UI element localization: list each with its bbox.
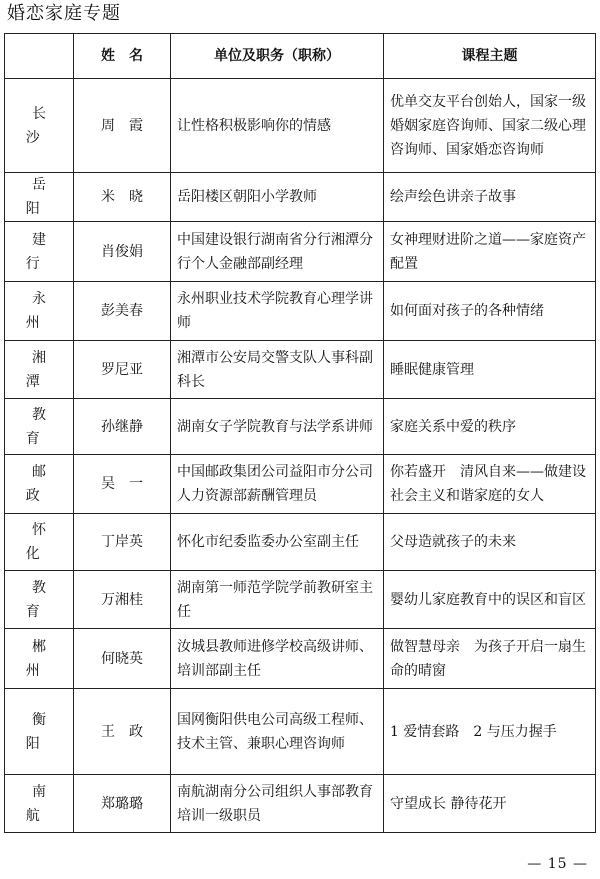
unit-cell: 湘潭市公安局交警支队人事科副科长 — [171, 341, 384, 399]
course-table — [4, 33, 596, 833]
topic-cell: 做智慧母亲 为孩子开启一扇生命的晴窗 — [384, 629, 596, 689]
region-cell: 永 州 — [5, 282, 74, 341]
unit-cell: 中国建设银行湖南省分行湘潭分行个人金融部副经理 — [171, 222, 384, 282]
topic-cell: 你若盛开 清风自来——做建设社会主义和谐家庭的女人 — [384, 455, 596, 514]
page-title: 婚恋家庭专题 — [7, 3, 121, 24]
name-cell: 吴 一 — [74, 455, 171, 514]
unit-cell: 永州职业技术学院教育心理学讲师 — [171, 282, 384, 341]
header-name: 姓 名 — [74, 34, 171, 79]
name-cell: 米 晓 — [74, 173, 171, 222]
unit-cell: 汝城县教师进修学校高级讲师、培训部副主任 — [171, 629, 384, 689]
table-row — [5, 173, 596, 222]
name-cell: 罗尼亚 — [74, 341, 171, 399]
topic-cell: 婴幼儿家庭教育中的误区和盲区 — [384, 571, 596, 629]
topic-cell: 父母造就孩子的未来 — [384, 514, 596, 571]
region-cell: 南 航 — [5, 775, 74, 833]
region-cell: 岳 阳 — [5, 173, 74, 222]
name-cell: 何晓英 — [74, 629, 171, 689]
topic-cell: 优单交友平台创始人，国家一级婚姻家庭咨询师、国家二级心理咨询师、国家婚恋咨询师 — [384, 79, 596, 173]
unit-cell: 国网衡阳供电公司高级工程师、技术主管、兼职心理咨询师 — [171, 689, 384, 775]
table-row — [5, 222, 596, 282]
unit-cell: 南航湖南分公司组织人事部教育培训一级职员 — [171, 775, 384, 833]
unit-cell: 湖南女子学院教育与法学系讲师 — [171, 399, 384, 455]
table-header-row — [5, 34, 596, 79]
table-row — [5, 341, 596, 399]
region-cell: 邮 政 — [5, 455, 74, 514]
region-cell: 建 行 — [5, 222, 74, 282]
region-cell: 郴 州 — [5, 629, 74, 689]
name-cell: 郑璐璐 — [74, 775, 171, 833]
table-row — [5, 79, 596, 173]
region-cell: 衡 阳 — [5, 689, 74, 775]
topic-cell: 守望成长 静待花开 — [384, 775, 596, 833]
region-cell: 教 育 — [5, 571, 74, 629]
name-cell: 彭美春 — [74, 282, 171, 341]
name-cell: 肖俊娟 — [74, 222, 171, 282]
table-row — [5, 689, 596, 775]
unit-cell: 让性格积极影响你的情感 — [171, 79, 384, 173]
unit-cell: 中国邮政集团公司益阳市分公司人力资源部薪酬管理员 — [171, 455, 384, 514]
table-row — [5, 571, 596, 629]
name-cell: 王 政 — [74, 689, 171, 775]
table-row — [5, 455, 596, 514]
name-cell: 孙继静 — [74, 399, 171, 455]
unit-cell: 湖南第一师范学院学前教研室主任 — [171, 571, 384, 629]
topic-cell: 1 爱情套路 2 与压力握手 — [384, 689, 596, 775]
topic-cell: 如何面对孩子的各种情绪 — [384, 282, 596, 341]
page-number: — 15 — — [527, 856, 588, 872]
name-cell: 万湘桂 — [74, 571, 171, 629]
region-cell: 教 育 — [5, 399, 74, 455]
table-row — [5, 399, 596, 455]
region-cell: 长 沙 — [5, 79, 74, 173]
topic-cell: 睡眠健康管理 — [384, 341, 596, 399]
unit-cell: 岳阳楼区朝阳小学教师 — [171, 173, 384, 222]
table-row — [5, 775, 596, 833]
name-cell: 丁岸英 — [74, 514, 171, 571]
table-row — [5, 514, 596, 571]
topic-cell: 家庭关系中爱的秩序 — [384, 399, 596, 455]
name-cell: 周 霞 — [74, 79, 171, 173]
table-row — [5, 629, 596, 689]
table-row — [5, 282, 596, 341]
header-unit: 单位及职务（职称） — [171, 34, 384, 79]
header-topic: 课程主题 — [384, 34, 596, 79]
region-cell: 怀 化 — [5, 514, 74, 571]
region-cell: 湘 潭 — [5, 341, 74, 399]
unit-cell: 怀化市纪委监委办公室副主任 — [171, 514, 384, 571]
topic-cell: 绘声绘色讲亲子故事 — [384, 173, 596, 222]
header-region — [5, 34, 74, 79]
topic-cell: 女神理财进阶之道——家庭资产配置 — [384, 222, 596, 282]
